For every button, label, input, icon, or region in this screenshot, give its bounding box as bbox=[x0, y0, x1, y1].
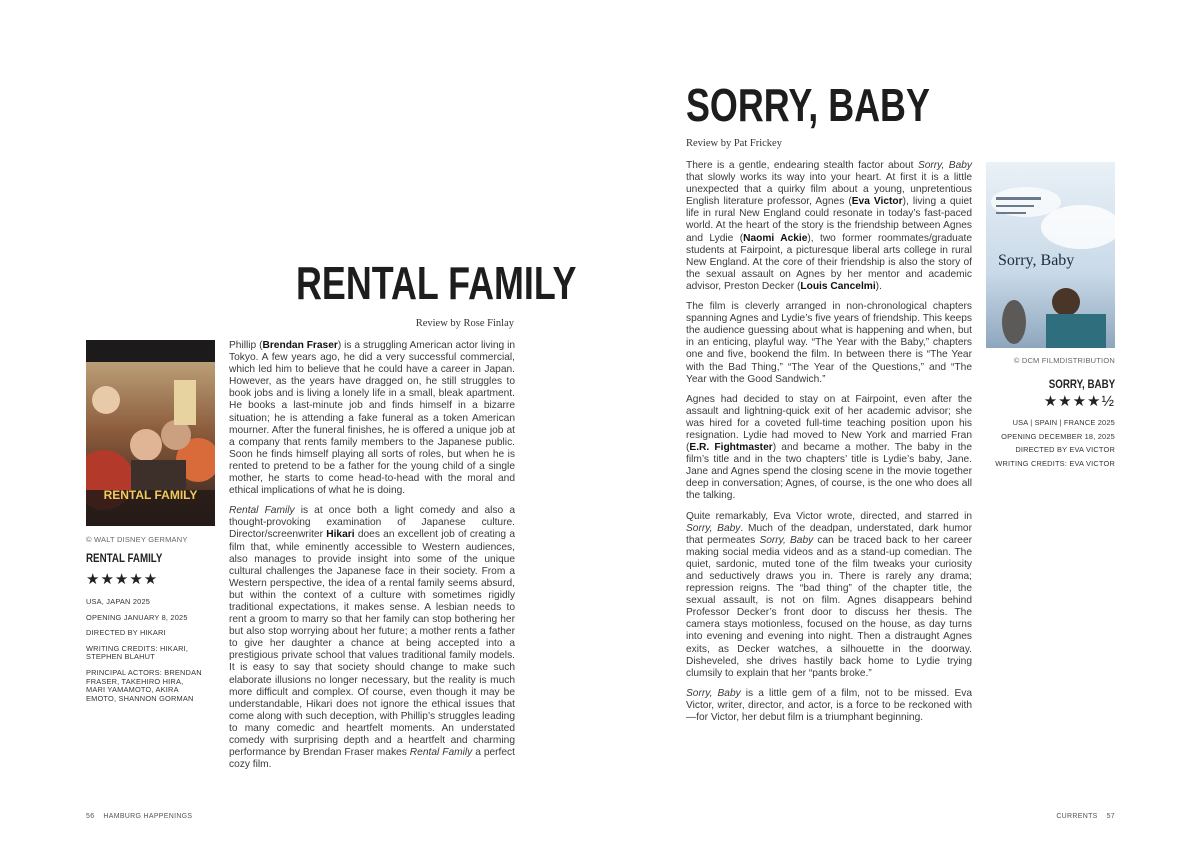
meta-country: USA, JAPAN 2025 bbox=[86, 597, 151, 606]
left-footer bbox=[86, 813, 192, 820]
rental-family-photo-credit: © WALT DISNEY GERMANY bbox=[86, 535, 188, 544]
page-number: 56 bbox=[86, 813, 95, 820]
meta-opening: OPENING JANUARY 8, 2025 bbox=[86, 612, 188, 622]
meta-director: DIRECTED BY EVA VICTOR bbox=[1015, 445, 1115, 455]
sorry-baby-sidebar-title: SORRY, BABY bbox=[1048, 379, 1115, 391]
article-paragraph: Rental Family is at once both a light comedy and also a thought-provoking examination of Japanese culture. Director/screenwriter Hikari does an excellent job of creating a film that, while eminently accessible to Western audiences, also manages to provide insight into some of the unique cultural challenges the Japanese face in their society. From a Western perspective, the idea of a rental family seems absurd, but within the context of a culture with sometimes rigidly traditional expectations, it makes sense. A lesbian needs to rent a groom to marry so that her family can stop bothering her but also stop worrying about her future; a mother rents a father to give her daughter a chance at being accepted into a prestigious private school that values traditional family models. It is easy to say that society should change to make such elaborate illusions no longer necessary, but the reality is much more difficult and complex. Of course, even though it may be understandable, Hikari does not ignore the ethical issues that come along with such deception, with Phillip’s struggles leading to many comedic and heartfelt moments. An understated comedy with surprising depth and a heartfelt and charming performance by Brendan Fraser makes Rental Family a perfect cozy film. bbox=[229, 505, 515, 771]
page-number: 57 bbox=[1106, 813, 1115, 820]
rental-family-meta bbox=[86, 598, 204, 703]
poster-title-text: Sorry, Baby bbox=[998, 252, 1075, 269]
meta-country: USA | SPAIN | FRANCE 2025 bbox=[1012, 418, 1115, 427]
section-name: HAMBURG HAPPENINGS bbox=[103, 813, 193, 820]
sorry-baby-article bbox=[686, 160, 972, 732]
meta-actors: PRINCIPAL ACTORS: BRENDAN FRASER, TAKEHIRO HIRA, MARI YAMAMOTO, AKIRA EMOTO, SHANNON GORMAN bbox=[86, 667, 202, 703]
article-paragraph: Quite remarkably, Eva Victor wrote, directed, and starred in Sorry, Baby. Much of the deadpan, understated, dark humor that permeates Sorry, Baby can be traced back to her career making social media videos and as a stand-up comedian. The quiet, sardonic, muted tone of the film tweaks your curiosity and seductively draws you in. There is rarely any drama; repression reigns. The “bad thing” of the chapter title, the sexual assault, is not on film. Agnes disappears behind Professor Decker’s front door to discuss her thesis. The camera stays motionless, focused on the house, as day turns into evening and evening into night. Then a distraught Agnes exits, as Decker watches, a silhouette in the doorway. Disheveled, she drives hastily back home to Lydie trying clumsily to explain that her “pants broke.” bbox=[686, 510, 972, 679]
meta-writing: WRITING CREDITS: HIKARI, STEPHEN BLAHUT bbox=[86, 643, 189, 662]
rental-family-byline: Review by Rose Finlay bbox=[415, 318, 514, 329]
rental-family-sidebar-title: RENTAL FAMILY bbox=[86, 553, 163, 565]
sorry-baby-stars: ★★★★½ bbox=[1043, 393, 1115, 410]
rental-family-stars: ★★★★★ bbox=[86, 571, 159, 588]
meta-director: DIRECTED BY HIKARI bbox=[86, 628, 166, 638]
section-name: CURRENTS bbox=[1056, 813, 1098, 820]
rental-family-article bbox=[229, 340, 515, 779]
article-paragraph: The film is cleverly arranged in non-chronological chapters spanning Agnes and Lydie’s five years of friendship. This keeps the audience guessing about what is happening and when, but in an enticing, playful way. “The Year with the Baby,” chapters one and five, bookend the film. In between there is “The Year with the Bad Thing,” “The Year of the Questions,” and “The Year with the Good Sandwich.” bbox=[686, 301, 972, 385]
right-footer bbox=[1000, 813, 1115, 820]
sorry-baby-title: SORRY, BABY bbox=[686, 79, 930, 131]
article-paragraph: There is a gentle, endearing stealth factor about Sorry, Baby that slowly works its way into your heart. At first it is a little unexpected that a quirky film about a young, unpretentious English literature professor, Agnes (Eva Victor), living a quiet life in rural New England could resonate in today’s fast-paced world. At the heart of the story is the friendship between Agnes and Lydie (Naomi Ackie), two former roommates/graduate students at Fairpoint, a picturesque liberal arts college in rural New England. At the core of their friendship is also the story of the sexual assault on Agnes by her mentor and academic advisor, Preston Decker (Louis Cancelmi). bbox=[686, 160, 972, 292]
meta-writing: WRITING CREDITS: EVA VICTOR bbox=[995, 458, 1115, 468]
sorry-baby-meta bbox=[966, 419, 1115, 468]
sorry-baby-poster bbox=[986, 162, 1115, 348]
sorry-baby-sidebar-title-wrap bbox=[986, 375, 1115, 393]
meta-opening: OPENING DECEMBER 18, 2025 bbox=[1001, 431, 1115, 441]
poster-title-text: RENTAL FAMILY bbox=[103, 488, 198, 502]
rental-family-title: RENTAL FAMILY bbox=[296, 257, 577, 309]
article-paragraph: Phillip (Brendan Fraser) is a struggling American actor living in Tokyo. A few years ago, he did a very successful commercial, which led him to believe that he could have a career in Japan. However, as the years have dragged on, he still struggles to book jobs and is living a lonely life in a small, bleak apartment. He books a last-minute job and finds himself in a bizarre situation; he is attending a fake funeral as a token American mourner. After the funeral finishes, he is offered a unique job at a company that rents family members to the Japanese public. Soon he finds himself playing all sorts of roles, but when he is rented to pretend to be a father for the young child of a single mother, he starts to come head-to-head with the moral and ethical implications of what he is doing. bbox=[229, 340, 515, 497]
article-paragraph: Sorry, Baby is a little gem of a film, not to be missed. Eva Victor, writer, director, and actor, is a force to be reckoned with—for Victor, her debut film is a triumphant beginning. bbox=[686, 687, 973, 724]
rental-family-poster bbox=[86, 340, 215, 526]
article-paragraph: Agnes had decided to stay on at Fairpoint, even after the assault and lightning-quick exit of her academic advisor; she was hired for a coveted full-time teaching position upon his resignation. Lydie had moved to New York and married Fran (E.R. Fightmaster) and became a mother. The baby in the film’s title and in the two chapters’ title is Lydie’s baby, Jane. Jane and Agnes spend the closing scene in the movie together deep in conversation; Agnes, of course, is the one who does all the talking. bbox=[686, 393, 972, 502]
sorry-baby-photo-credit: © DCM FILMDISTRIBUTION bbox=[1013, 356, 1115, 365]
sorry-baby-byline: Review by Pat Frickey bbox=[686, 138, 782, 149]
